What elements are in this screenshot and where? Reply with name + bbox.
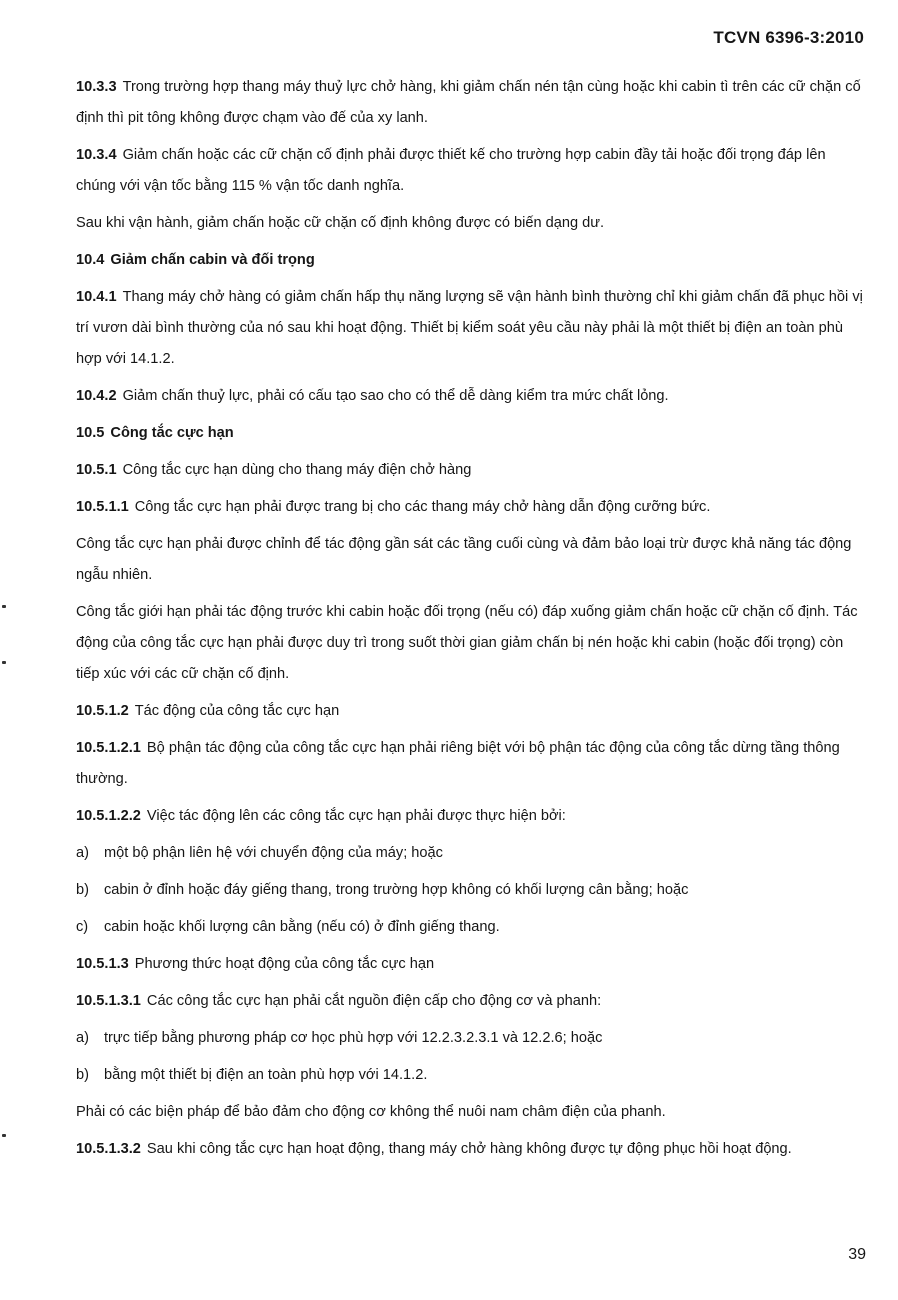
clause-number: 10.5.1.2.2	[76, 808, 141, 824]
paragraph	[76, 72, 866, 134]
scan-mark	[2, 605, 6, 608]
paragraph-text: Bộ phận tác động của công tắc cực hạn phải riêng biệt với bộ phận tác động của công tắc dừng tầng thông thường.	[76, 740, 840, 787]
paragraph	[76, 597, 866, 690]
scan-mark	[2, 661, 6, 664]
paragraph-text: Tác động của công tắc cực hạn	[134, 703, 340, 719]
scan-mark	[2, 1134, 6, 1137]
clause-number: 10.5.1.3.2	[76, 1141, 141, 1157]
clause-number: 10.5.1.2	[76, 703, 129, 719]
paragraph-text: Phương thức hoạt động của công tắc cực hạn	[134, 956, 435, 972]
clause-number: 10.5	[76, 425, 105, 441]
paragraph-text: Công tắc cực hạn dùng cho thang máy điện chở hàng	[122, 462, 472, 478]
list-item	[76, 838, 866, 869]
list-item	[76, 1023, 866, 1054]
heading-text: Giảm chấn cabin và đối trọng	[110, 252, 315, 268]
clause-number: 10.4.1	[76, 289, 117, 305]
paragraph-text: Giảm chấn hoặc các cữ chặn cố định phải được thiết kế cho trường hợp cabin đầy tải hoặc đối trọng đáp lên chúng với vận tốc bằng 115 % vận tốc danh nghĩa.	[76, 147, 826, 194]
section-heading	[76, 418, 866, 449]
paragraph-text: Việc tác động lên các công tắc cực hạn phải được thực hiện bởi:	[146, 808, 566, 824]
paragraph	[76, 492, 866, 523]
page-number: 39	[848, 1246, 866, 1263]
list-item	[76, 912, 866, 943]
paragraph-text: bằng một thiết bị điện an toàn phù hợp với 14.1.2.	[104, 1067, 428, 1083]
list-item-label: b)	[76, 1067, 89, 1083]
section-heading	[76, 245, 866, 276]
paragraph	[76, 733, 866, 795]
paragraph-text: Các công tắc cực hạn phải cắt nguồn điện cấp cho động cơ và phanh:	[146, 993, 602, 1009]
paragraph-text: Công tắc cực hạn phải được trang bị cho các thang máy chở hàng dẫn động cưỡng bức.	[134, 499, 711, 515]
list-item-label: b)	[76, 882, 89, 898]
paragraph-text: Giảm chấn thuỷ lực, phải có cấu tạo sao cho có thể dễ dàng kiểm tra mức chất lỏng.	[122, 388, 669, 404]
paragraph	[76, 282, 866, 375]
paragraph-text: Trong trường hợp thang máy thuỷ lực chở hàng, khi giảm chấn nén tận cùng hoặc khi cabin tì trên các cữ chặn cố định thì pit tông không được chạm vào đế của xy lanh.	[76, 79, 861, 126]
paragraph-text: Sau khi vận hành, giảm chấn hoặc cữ chặn cố định không được có biến dạng dư.	[76, 215, 605, 231]
heading-text: Công tắc cực hạn	[110, 425, 234, 441]
paragraph-text: Sau khi công tắc cực hạn hoạt động, thang máy chở hàng không được tự động phục hồi hoạt động.	[146, 1141, 792, 1157]
list-item-label: c)	[76, 919, 89, 935]
paragraph-text: Thang máy chở hàng có giảm chấn hấp thụ năng lượng sẽ vận hành bình thường chỉ khi giảm chấn đã phục hồi vị trí vươn dài bình thường của nó sau khi hoạt động. Thiết bị kiểm soát yêu cầu này phải là một thiết bị điện an toàn phù hợp với 14.1.2.	[76, 289, 863, 367]
list-item-label: a)	[76, 1030, 89, 1046]
paragraph	[76, 1097, 866, 1128]
clause-number: 10.4.2	[76, 388, 117, 404]
paragraph-text: trực tiếp bằng phương pháp cơ học phù hợp với 12.2.3.2.3.1 và 12.2.6; hoặc	[104, 1030, 603, 1046]
clause-number: 10.5.1	[76, 462, 117, 478]
paragraph	[76, 801, 866, 832]
paragraph	[76, 1134, 866, 1165]
paragraph-text: Công tắc giới hạn phải tác động trước khi cabin hoặc đối trọng (nếu có) đáp xuống giảm chấn hoặc cữ chặn cố định. Tác động của công tắc cực hạn phải được duy trì trong suốt thời gian giảm chấn bị nén hoặc khi cabin (hoặc đối trọng) còn tiếp xúc với các cữ chặn cố định.	[76, 604, 858, 682]
paragraph	[76, 529, 866, 591]
paragraph-text: Công tắc cực hạn phải được chỉnh để tác động gần sát các tầng cuối cùng và đảm bảo loại trừ được khả năng tác động ngẫu nhiên.	[76, 536, 852, 583]
paragraph	[76, 949, 866, 980]
paragraph-text: cabin hoặc khối lượng cân bằng (nếu có) ở đỉnh giếng thang.	[104, 919, 500, 935]
paragraph	[76, 208, 866, 239]
standard-code: TCVN 6396-3:2010	[713, 28, 864, 47]
clause-number: 10.3.3	[76, 79, 117, 95]
paragraph	[76, 381, 866, 412]
clause-number: 10.5.1.3.1	[76, 993, 141, 1009]
clause-number: 10.5.1.1	[76, 499, 129, 515]
list-item	[76, 1060, 866, 1091]
clause-number: 10.3.4	[76, 147, 117, 163]
paragraph-text: cabin ở đỉnh hoặc đáy giếng thang, trong trường hợp không có khối lượng cân bằng; hoặc	[104, 882, 689, 898]
list-item	[76, 875, 866, 906]
paragraph	[76, 986, 866, 1017]
paragraph	[76, 455, 866, 486]
paragraph-text: Phải có các biện pháp để bảo đảm cho động cơ không thể nuôi nam châm điện của phanh.	[76, 1104, 666, 1120]
list-item-label: a)	[76, 845, 89, 861]
document-body	[76, 72, 866, 1171]
paragraph	[76, 696, 866, 727]
clause-number: 10.5.1.3	[76, 956, 129, 972]
paragraph	[76, 140, 866, 202]
clause-number: 10.4	[76, 252, 105, 268]
paragraph-text: một bộ phận liên hệ với chuyển động của máy; hoặc	[104, 845, 443, 861]
clause-number: 10.5.1.2.1	[76, 740, 141, 756]
